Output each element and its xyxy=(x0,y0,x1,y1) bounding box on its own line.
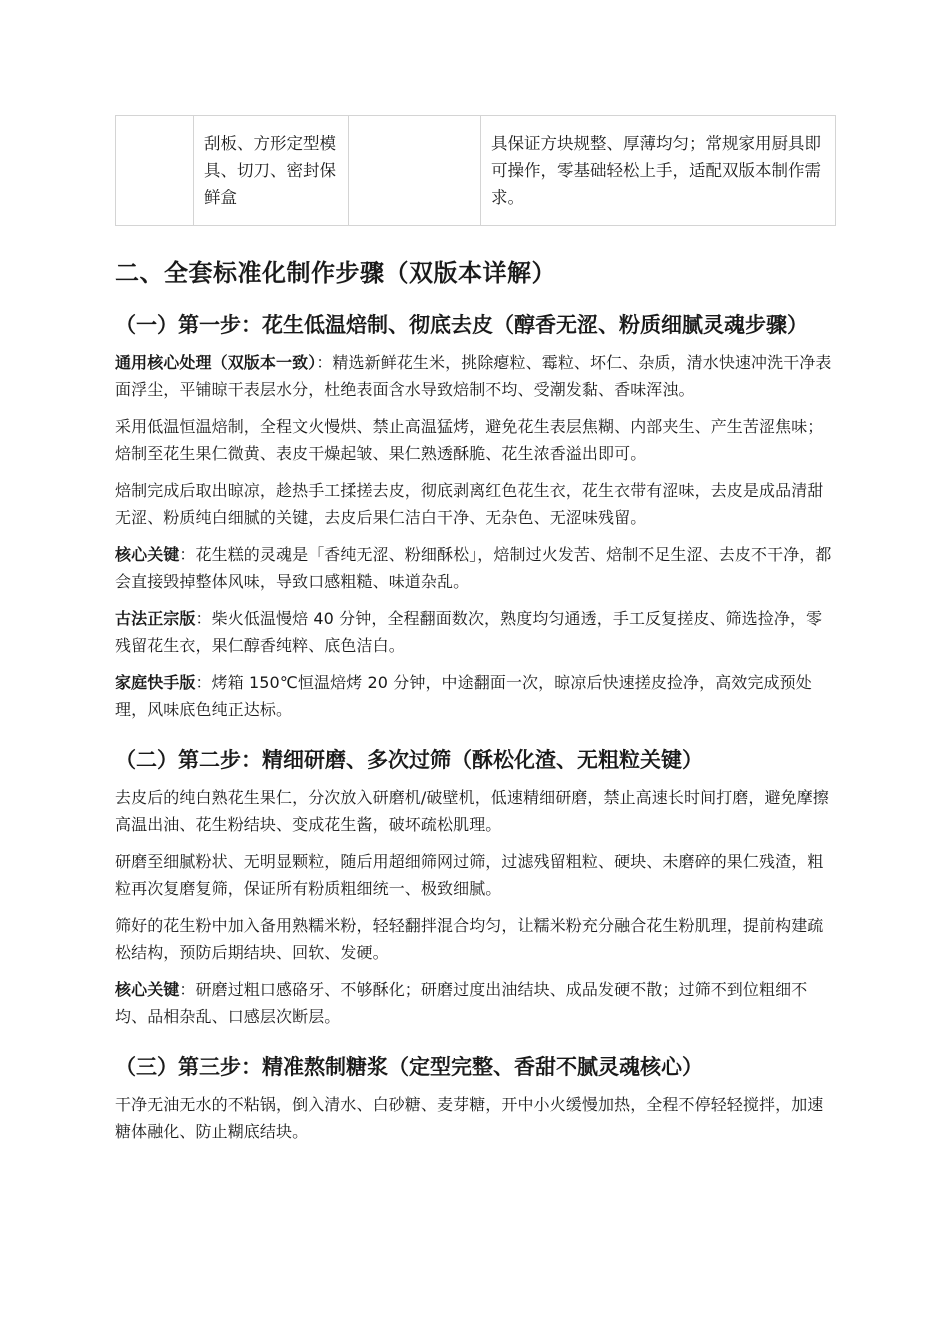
paragraph-text: ：花生糕的灵魂是「香纯无涩、粉细酥松」，焙制过火发苦、焙制不足生涩、去皮不干净，都会直接毁掉整体风味，导致口感粗糙、味道杂乱。 xyxy=(115,545,832,591)
table-cell: 具保证方块规整、厚薄均匀；常规家用厨具即可操作，零基础轻松上手，适配双版本制作需求。 xyxy=(481,116,836,226)
paragraph-text: 采用低温恒温焙制，全程文火慢烘、禁止高温猛烤，避免花生表层焦糊、内部夹生、产生苦涩焦味；焙制至花生果仁微黄、表皮干燥起皱、果仁熟透酥脆、花生浓香溢出即可。 xyxy=(115,417,824,463)
paragraph-text: 去皮后的纯白熟花生果仁，分次放入研磨机/破壁机，低速精细研磨，禁止高速长时间打磨，避免摩擦高温出油、花生粉结块、变成花生酱，破坏疏松肌理。 xyxy=(115,788,829,834)
paragraph-label: 古法正宗版 xyxy=(115,609,196,628)
paragraph xyxy=(115,477,835,531)
table-cell: 刮板、方形定型模具、切刀、密封保鲜盒 xyxy=(194,116,349,226)
paragraph xyxy=(115,976,835,1030)
paragraph-label: 核心关键 xyxy=(115,980,180,999)
steps-container xyxy=(115,308,835,1145)
tools-table xyxy=(115,115,836,226)
paragraph-text: 研磨至细腻粉状、无明显颗粒，随后用超细筛网过筛，过滤残留粗粒、硬块、未磨碎的果仁残渣，粗粒再次复磨复筛，保证所有粉质粗细统一、极致细腻。 xyxy=(115,852,824,898)
table-row xyxy=(116,116,836,226)
table-cell xyxy=(116,116,194,226)
paragraph-text: ：研磨过粗口感硌牙、不够酥化；研磨过度出油结块、成品发硬不散；过筛不到位粗细不均、品相杂乱、口感层次断层。 xyxy=(115,980,808,1026)
document-page xyxy=(115,115,835,1155)
paragraph xyxy=(115,1091,835,1145)
paragraph xyxy=(115,784,835,838)
paragraph-label: 家庭快手版 xyxy=(115,673,196,692)
step-heading: （二）第二步：精细研磨、多次过筛（酥松化渣、无粗粒关键） xyxy=(115,748,703,772)
paragraph-text: ：精选新鲜花生米，挑除瘪粒、霉粒、坏仁、杂质，清水快速冲洗干净表面浮尘，平铺晾干表层水分，杜绝表面含水导致焙制不均、受潮发黏、香味浑浊。 xyxy=(115,353,832,399)
paragraph xyxy=(115,912,835,966)
paragraph-text: 焙制完成后取出晾凉，趁热手工揉搓去皮，彻底剥离红色花生衣，花生衣带有涩味，去皮是成品清甜无涩、粉质纯白细腻的关键，去皮后果仁洁白干净、无杂色、无涩味残留。 xyxy=(115,481,824,527)
paragraph xyxy=(115,848,835,902)
step-heading: （三）第三步：精准熬制糖浆（定型完整、香甜不腻灵魂核心） xyxy=(115,1055,703,1079)
table-cell xyxy=(349,116,481,226)
step-heading: （一）第一步：花生低温焙制、彻底去皮（醇香无涩、粉质细腻灵魂步骤） xyxy=(115,313,808,337)
paragraph-text: ：柴火低温慢焙 40 分钟，全程翻面数次，熟度均匀通透，手工反复搓皮、筛选捡净，零残留花生衣，果仁醇香纯粹、底色洁白。 xyxy=(115,609,823,655)
paragraph-label: 核心关键 xyxy=(115,545,180,564)
paragraph xyxy=(115,413,835,467)
paragraph-text: 干净无油无水的不粘锅，倒入清水、白砂糖、麦芽糖，开中小火缓慢加热，全程不停轻轻搅拌，加速糖体融化、防止糊底结块。 xyxy=(115,1095,824,1141)
paragraph xyxy=(115,541,835,595)
paragraph-label: 通用核心处理（双版本一致） xyxy=(115,353,317,372)
paragraph-text: ：烤箱 150℃恒温焙烤 20 分钟，中途翻面一次，晾凉后快速搓皮捡净，高效完成预处理，风味底色纯正达标。 xyxy=(115,673,812,719)
paragraph-text: 筛好的花生粉中加入备用熟糯米粉，轻轻翻拌混合均匀，让糯米粉充分融合花生粉肌理，提前构建疏松结构，预防后期结块、回软、发硬。 xyxy=(115,916,824,962)
paragraph xyxy=(115,669,835,723)
paragraph xyxy=(115,605,835,659)
paragraph xyxy=(115,349,835,403)
section-title: 二、全套标准化制作步骤（双版本详解） xyxy=(115,259,556,287)
